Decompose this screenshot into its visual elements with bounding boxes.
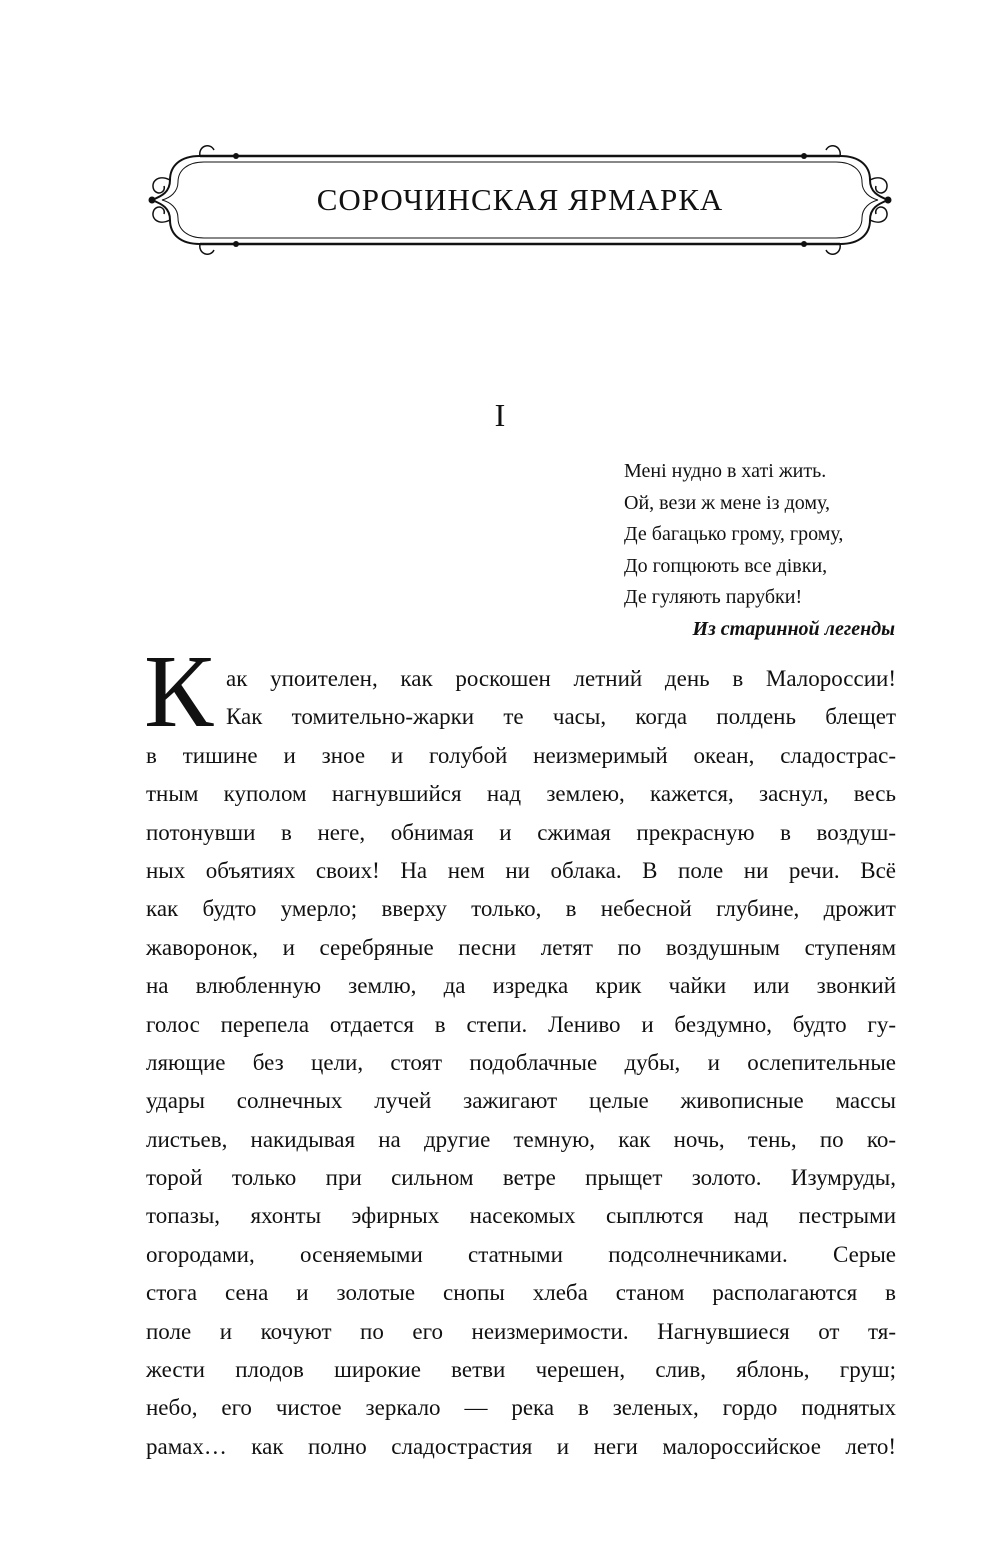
body-line: рамах… как полно сладострастия и неги малороссийское лето! [146,1433,896,1459]
body-line: Как томительно-жарки те часы, когда полдень блещет [226,704,896,730]
body-line: в тишине и зное и голубой неизмеримый океан, сладострас- [146,742,896,768]
body-line: топазы, яхонты эфирных насекомых сыплются над пестрыми [146,1203,896,1229]
body-line: тным куполом нагнувшийся над землею, кажется, заснул, весь [146,781,896,807]
body-line: удары солнечных лучей зажигают целые живописные массы [146,1088,896,1114]
chapter-title: СОРОЧИНСКАЯ ЯРМАРКА [316,182,724,217]
body-line: ляющие без цели, стоят подоблачные дубы, и ослепительные [146,1049,896,1075]
body-line: торой только при сильном ветре прыщет золото. Изумруды, [146,1165,896,1191]
body-line: ак упоителен, как роскошен летний день в Малороссии! [226,666,896,691]
drop-cap: К [144,634,214,749]
body-line: как будто умерло; вверху только, в небесной глубине, дрожит [146,896,896,922]
body-line: огородами, осеняемыми статными подсолнечниками. Серые [146,1241,896,1267]
body-line: стога сена и золотые снопы хлеба станом располагаются в [146,1280,896,1306]
body-line: поле и кочуют по его неизмеримости. Нагнувшиеся от тя- [146,1318,896,1344]
body-line: голос перепела отдается в степи. Лениво и бездумно, будто гу- [146,1011,896,1037]
epigraph-source: Из старинной легенды [692,617,895,640]
body-line: листьев, накидывая на другие темную, как ночь, тень, по ко- [146,1126,896,1152]
body-line: небо, его чистое зеркало — река в зеленых, гордо поднятых [146,1395,896,1421]
body-paragraph [146,660,896,1466]
body-line: жаворонок, и серебряные песни летят по воздушным ступеням [146,934,896,960]
chapter-number: I [494,397,506,433]
body-line: жести плодов широкие ветви черешен, слив, яблонь, груш; [146,1357,896,1383]
epigraph [624,456,914,645]
body-line: на влюбленную землю, да изредка крик чайки или звонкий [146,973,896,999]
epigraph-line: Ой, вези ж мене із дому, [624,491,831,514]
body-line: потонувши в неге, обнимая и сжимая прекрасную в воздуш- [146,819,896,845]
body-line: ных объятиях своих! На нем ни облака. В поле ни речи. Всё [146,857,896,883]
epigraph-line: До гопцюють все дівки, [624,554,828,577]
epigraph-line: Мені нудно в хаті жить. [624,460,827,482]
epigraph-line: Де гуляють парубки! [624,586,803,608]
epigraph-line: Де багацько грому, грому, [624,523,844,545]
